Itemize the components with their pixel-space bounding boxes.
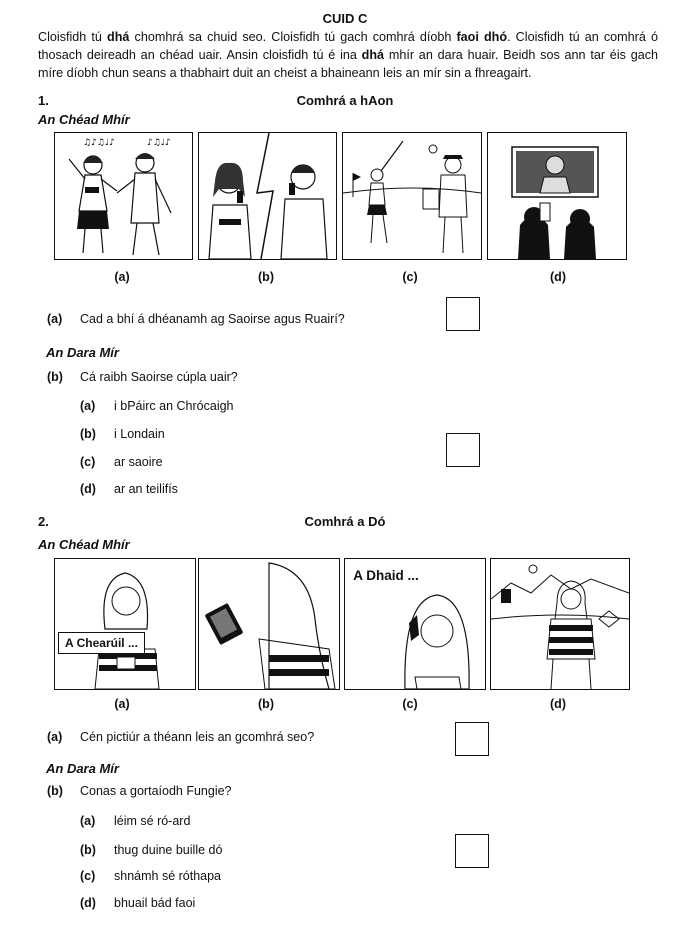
q1-part-a-letter: (a) [47,312,63,326]
q2-caption-b: (b) [258,697,274,711]
intro-text: Cloisfidh tú [38,30,108,44]
q2-option-b-text: thug duine buille dó [114,843,223,857]
q1-option-b-letter: (b) [80,427,96,441]
q2-option-a-letter: (a) [80,814,96,828]
q2-part-b-answer-box[interactable] [455,834,489,868]
q1-caption-d: (d) [550,270,566,284]
q1-option-b-text: i Londain [114,427,165,441]
q2-title: Comhrá a Dó [304,514,386,529]
phone-call-illustration [199,133,336,259]
intro-text: . Cloisfidh tú an comhrá ó thosach deireadh an chéad uair. Ansin cloisfidh tú é ina [38,30,658,62]
q1-option-d-text: ar an teilifís [114,482,178,496]
svg-text:♪♫♩♪: ♪♫♩♪ [147,138,171,148]
q2-option-a-text: léim sé ró-ard [114,814,191,828]
q2-speech-bubble-a: A Chearúil ... [58,632,145,654]
q1-part-a-answer-box[interactable] [446,297,480,331]
q2-number: 2. [38,514,49,529]
instructions-paragraph [38,28,658,82]
q2-option-b-letter: (b) [80,843,96,857]
q1-option-a-text: i bPáirc an Chrócaigh [114,399,234,413]
q2-part2-label: An Dara Mír [46,761,119,776]
intro-bold: dhá [361,48,385,62]
q1-caption-c: (c) [402,270,418,284]
q1-caption-b: (b) [258,270,274,284]
q2-picture-d-selfie [490,558,630,690]
q2-part-a-answer-box[interactable] [455,722,489,756]
selfie-illustration [491,559,629,689]
q2-option-d-letter: (d) [80,896,96,910]
intro-bold: faoi dhó [456,30,508,44]
q1-part-b-question: Cá raibh Saoirse cúpla uair? [80,370,238,384]
girl-texting-illustration [55,559,195,689]
q2-part-b-question: Conas a gortaíodh Fungie? [80,784,232,798]
q1-title: Comhrá a hAon [296,93,394,108]
q1-picture-a-dancing [54,132,193,260]
q2-option-c-text: shnámh sé róthapa [114,869,222,883]
q2-option-c-letter: (c) [80,869,96,883]
q1-caption-a: (a) [114,270,130,284]
q2-caption-d: (d) [550,697,566,711]
q2-caption-c: (c) [402,697,418,711]
q1-part1-label: An Chéad Mhír [38,112,130,127]
girl-holding-phone-illustration [199,559,339,689]
q2-picture-b-phone-screen [198,558,340,690]
q1-option-c-text: ar saoire [114,455,163,469]
golf-illustration [343,133,481,259]
q2-option-d-text: bhuail bád faoi [114,896,196,910]
q1-part2-label: An Dara Mír [46,345,119,360]
q2-part-a-letter: (a) [47,730,63,744]
q2-part-b-letter: (b) [47,784,63,798]
section-title: CUID C [322,11,368,26]
q1-number: 1. [38,93,49,108]
intro-text: chomhrá sa chuid seo. Cloisfidh tú gach comhrá díobh [129,30,457,44]
intro-text: mhír an dara huair. Beidh sos ann tar éis gach míre díobh chun seans a thabhairt duit an cheist a bhaineann leis an mír sin a fhreagairt. [38,48,658,80]
q2-speech-bubble-c: A Dhaid ... [346,565,426,587]
q2-part-a-question: Cén pictiúr a théann leis an gcomhrá seo? [80,730,315,744]
q2-part1-label: An Chéad Mhír [38,537,130,552]
intro-bold: dhá [107,30,130,44]
dancing-couple-illustration [55,133,192,259]
q1-part-a-question: Cad a bhí á dhéanamh ag Saoirse agus Ruairí? [80,312,345,326]
q1-picture-b-phone-call [198,132,337,260]
q1-part-b-answer-box[interactable] [446,433,480,467]
svg-text:♫♪♫♩♪: ♫♪♫♩♪ [83,138,115,148]
q1-picture-d-television [487,132,627,260]
q1-option-c-letter: (c) [80,455,96,469]
q1-option-a-letter: (a) [80,399,96,413]
q1-picture-c-golf [342,132,482,260]
q1-part-b-letter: (b) [47,370,63,384]
q2-caption-a: (a) [114,697,130,711]
q2-picture-a-texting [54,558,196,690]
watching-tv-illustration [488,133,626,259]
q1-option-d-letter: (d) [80,482,96,496]
